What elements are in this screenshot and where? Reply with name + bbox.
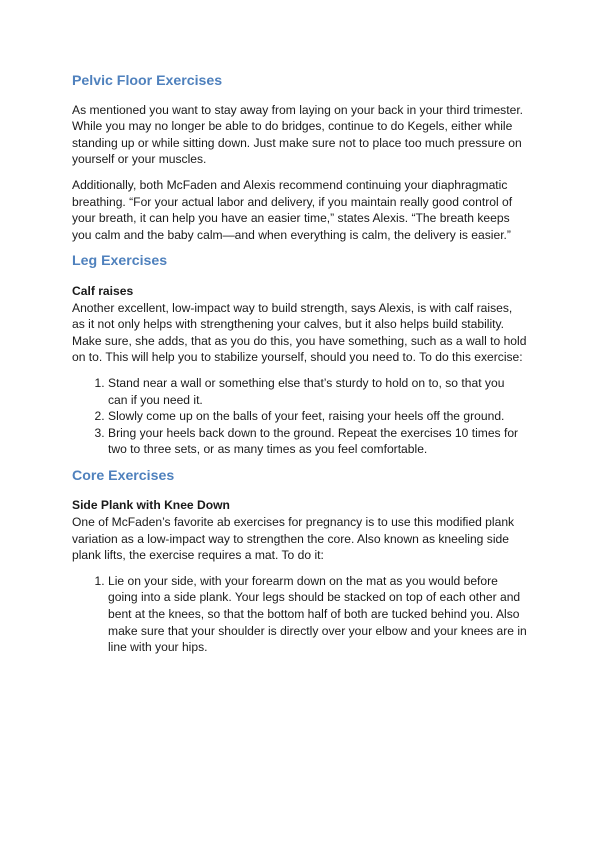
list-item: 2. Slowly come up on the balls of your feet, raising your heels off the ground. (108, 408, 527, 425)
pelvic-paragraph-2: Additionally, both McFaden and Alexis recommend continuing your diaphragmatic breathing. “For your actual labor and delivery, if you maintain really good control of your breath, it can help you have an easier time,” states Alexis. “The breath keeps you calm and the baby calm—and when everything is calm, the delivery is easier.” (72, 177, 513, 242)
document-page (72, 72, 527, 656)
pelvic-paragraph-1: As mentioned you want to stay away from laying on your back in your third trimester. While you may no longer be able to do bridges, continue to do Kegels, either while standing up or while sitting down. Just make sure not to place too much pressure on yourself or your muscles. (72, 102, 524, 167)
pelvic-floor-heading: Pelvic Floor Exercises (72, 72, 223, 88)
list-item: 3. Bring your heels back down to the ground. Repeat the exercises 10 times for two to three sets, or as many times as you feel comfortable. (108, 425, 527, 458)
list-item: 1. Stand near a wall or something else that’s sturdy to hold on to, so that you can if you need it. (108, 375, 527, 408)
calf-raises-paragraph: Another excellent, low-impact way to build strength, says Alexis, is with calf raises, as it not only helps with strengthening your calves, but it also helps build stability. Make sure, she adds, that as you do this, you have something, such as a wall to hold on to. This will help you to stabilize yourself, should you need to. To do this exercise: (72, 300, 527, 365)
side-plank-steps (72, 573, 527, 656)
side-plank-paragraph: One of McFaden’s favorite ab exercises for pregnancy is to use this modified plank variation as a low-impact way to strengthen the core. Also known as kneeling side plank lifts, the exercise requires a mat. To do it: (72, 515, 515, 563)
calf-raises-subheading: Calf raises (72, 283, 134, 298)
list-item: 1. Lie on your side, with your forearm down on the mat as you would before going into a side plank. Your legs should be stacked on top of each other and bent at the knees, so that the bottom half of both are tucked behind you. Also make sure that your shoulder is directly over your elbow and your knees are in line with your hips. (108, 573, 527, 656)
leg-exercises-heading: Leg Exercises (72, 252, 168, 269)
calf-raises-steps (72, 375, 527, 458)
core-exercises-heading: Core Exercises (72, 466, 175, 483)
side-plank-subheading: Side Plank with Knee Down (72, 498, 230, 513)
